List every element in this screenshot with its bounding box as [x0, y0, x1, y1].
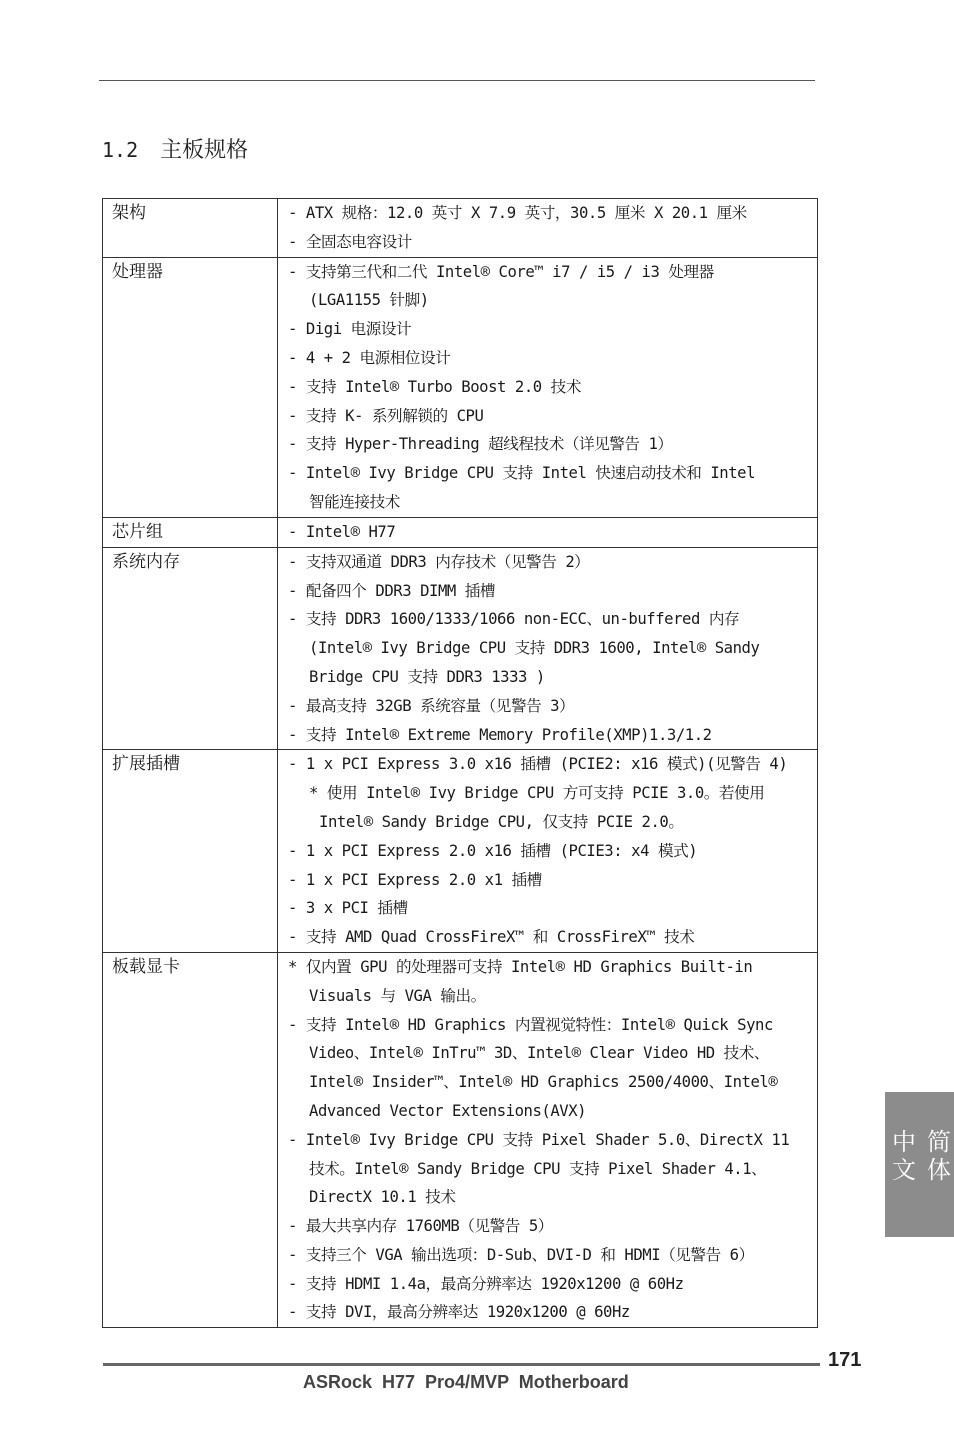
spec-content — [278, 199, 818, 258]
spec-line: * 使用 Intel® Ivy Bridge CPU 方可支持 PCIE 3.0。若使用 — [309, 784, 765, 803]
spec-line: Video、Intel® InTru™ 3D、Intel® Clear Video HD 技术、 — [309, 1044, 770, 1063]
page-number: 171 — [828, 1349, 862, 1371]
spec-line: - 3 x PCI 插槽 — [288, 899, 408, 918]
spec-line: Intel® Sandy Bridge CPU, 仅支持 PCIE 2.0。 — [319, 812, 684, 831]
spec-line: - 支持 HDMI 1.4a，最高分辨率达 1920x1200 @ 60Hz — [288, 1274, 684, 1293]
spec-line: - Intel® Ivy Bridge CPU 支持 Intel 快速启动技术和 Intel — [288, 464, 756, 483]
spec-label: 扩展插槽 — [103, 750, 278, 953]
spec-line: (LGA1155 针脚) — [309, 291, 429, 310]
spec-label: 板载显卡 — [103, 952, 278, 1327]
spec-line: Bridge CPU 支持 DDR3 1333 ) — [309, 667, 545, 686]
spec-line: - 支持 DDR3 1600/1333/1066 non-ECC、un-buffered 内存 — [288, 610, 740, 629]
spec-content — [278, 257, 818, 517]
spec-line: DirectX 10.1 技术 — [309, 1188, 456, 1207]
spec-row — [103, 199, 818, 258]
spec-line: - 支持三个 VGA 输出选项：D-Sub、DVI-D 和 HDMI（见警告 6） — [288, 1245, 754, 1264]
spec-line: - 支持第三代和二代 Intel® Core™ i7 / i5 / i3 处理器 — [288, 262, 714, 281]
spec-content — [278, 750, 818, 953]
spec-row — [103, 547, 818, 750]
spec-line: - 最大共享内存 1760MB（见警告 5） — [288, 1217, 553, 1236]
footer-title: ASRock H77 Pro4/MVP Motherboard — [303, 1372, 629, 1392]
spec-line: - 支持 K- 系列解锁的 CPU — [288, 406, 484, 425]
spec-line: - 支持 Hyper-Threading 超线程技术（详见警告 1） — [288, 435, 673, 454]
spec-line: - 最高支持 32GB 系统容量（见警告 3） — [288, 696, 575, 715]
spec-line: 技术。Intel® Sandy Bridge CPU 支持 Pixel Shader 4.1、 — [309, 1159, 767, 1178]
spec-line: - 支持双通道 DDR3 内存技术（见警告 2） — [288, 552, 590, 571]
spec-row — [103, 952, 818, 1327]
bottom-rule — [103, 1363, 820, 1366]
spec-line: Intel® Insider™、Intel® HD Graphics 2500/4000、Intel® — [309, 1073, 778, 1092]
spec-line: 智能连接技术 — [309, 492, 400, 511]
spec-line: (Intel® Ivy Bridge CPU 支持 DDR3 1600, Intel® Sandy — [309, 639, 760, 658]
spec-line: - Intel® H77 — [288, 522, 396, 541]
spec-content — [278, 517, 818, 547]
spec-line: - 支持 Intel® HD Graphics 内置视觉特性：Intel® Quick Sync — [288, 1015, 773, 1034]
spec-line: Advanced Vector Extensions(AVX) — [309, 1101, 587, 1120]
spec-line: - 1 x PCI Express 2.0 x1 插槽 — [288, 870, 542, 889]
spec-label: 系统内存 — [103, 547, 278, 750]
spec-label: 芯片组 — [103, 517, 278, 547]
spec-row — [103, 750, 818, 953]
spec-row — [103, 257, 818, 517]
spec-table — [102, 198, 818, 1328]
spec-line: - ATX 规格：12.0 英寸 X 7.9 英寸，30.5 厘米 X 20.1 厘米 — [288, 204, 747, 222]
spec-line: - 4 + 2 电源相位设计 — [288, 348, 451, 367]
spec-line: * 仅内置 GPU 的处理器可支持 Intel® HD Graphics Built-in — [288, 957, 753, 976]
spec-content — [278, 952, 818, 1327]
spec-line: - 全固态电容设计 — [288, 232, 412, 251]
spec-line: - 支持 DVI，最高分辨率达 1920x1200 @ 60Hz — [288, 1303, 630, 1322]
spec-line: Visuals 与 VGA 输出。 — [309, 986, 486, 1005]
top-rule — [99, 80, 815, 81]
spec-content — [278, 547, 818, 750]
section-title: 主板规格 — [160, 138, 249, 163]
spec-line: - Digi 电源设计 — [288, 320, 412, 339]
spec-line: - Intel® Ivy Bridge CPU 支持 Pixel Shader 5.0、DirectX 11 — [288, 1130, 790, 1149]
spec-label: 处理器 — [103, 257, 278, 517]
language-tab — [885, 1092, 954, 1237]
spec-line: - 配备四个 DDR3 DIMM 插槽 — [288, 581, 496, 600]
spec-row — [103, 517, 818, 547]
spec-line: - 1 x PCI Express 2.0 x16 插槽 (PCIE3: x4 模式) — [288, 841, 698, 860]
spec-line: - 1 x PCI Express 3.0 x16 插槽 (PCIE2: x16 模式)(见警告 4) — [288, 755, 788, 774]
section-number: 1.2 — [102, 138, 139, 162]
language-tab-label: 简体中文 — [887, 1128, 951, 1185]
spec-label: 架构 — [103, 199, 278, 258]
spec-line: - 支持 Intel® Turbo Boost 2.0 技术 — [288, 377, 581, 396]
spec-line: - 支持 Intel® Extreme Memory Profile(XMP)1.3/1.2 — [288, 725, 712, 744]
section-heading — [102, 133, 248, 164]
spec-line: - 支持 AMD Quad CrossFireX™ 和 CrossFireX™ 技术 — [288, 928, 695, 947]
